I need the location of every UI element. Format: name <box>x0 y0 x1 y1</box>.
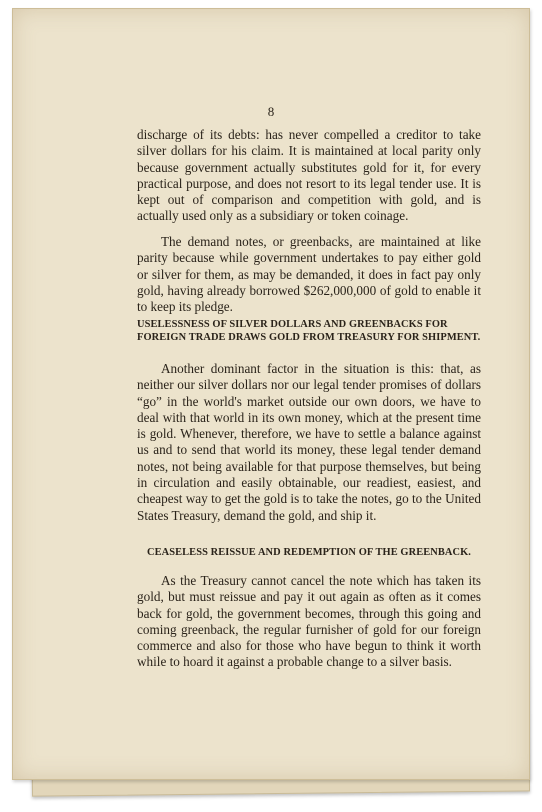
paragraph-1 <box>137 127 481 225</box>
paragraph-4-text: As the Treasury cannot cancel the note which has taken its gold, but must reissue and pay it out again as often as it comes back for gold, the government becomes, through this going and coming greenback, the regular furnisher of gold for our foreign commerce and also for those who have begun to think it worth while to hoard it against a probable change to a silver basis. <box>137 573 481 670</box>
paragraph-4 <box>137 573 481 671</box>
paragraph-1-text: discharge of its debts: has never compelled a creditor to take silver dollars for his claim. It is maintained at local parity only because government actually substitutes gold for it, for every practical purpose, and does not resort to its legal tender use. It is kept out of comparison and competition with gold, and is actually used only as a subsidiary or token coinage. <box>137 127 481 224</box>
section-heading-2: CEASELESS REISSUE AND REDEMPTION OF THE GREENBACK. <box>146 547 471 558</box>
paragraph-2-text: The demand notes, or greenbacks, are maintained at like parity because while government undertakes to pay either gold or silver for them, as may be demanded, it does in fact pay only gold, having already borrowed $262,000,000 of gold to enable it to keep its pledge. <box>137 234 481 315</box>
paragraph-3-text: Another dominant factor in the situation is this: that, as neither our silver dollars nor our legal tender promises of dollars “go” in the world's market outside our own doors, we have to deal with that world in its own money, which at the present time is gold. Whenever, therefore, we have to settle a balance against us and to send that world its money, these legal tender demand notes, not being available for that purpose themselves, but being in circulation and easily obtainable, our readiest, easiest, and cheapest way to get the gold is to take the notes, go to the United States Treasury, demand the gold, and ship it. <box>137 361 481 523</box>
section-heading-1: USELESSNESS OF SILVER DOLLARS AND GREENBACKS FOR FOREIGN TRADE DRAWS GOLD FROM TREASURY FOR SHIPMENT. <box>137 319 481 343</box>
paragraph-2 <box>137 234 481 315</box>
paragraph-3 <box>137 361 481 524</box>
page-number: 8 <box>267 104 275 119</box>
